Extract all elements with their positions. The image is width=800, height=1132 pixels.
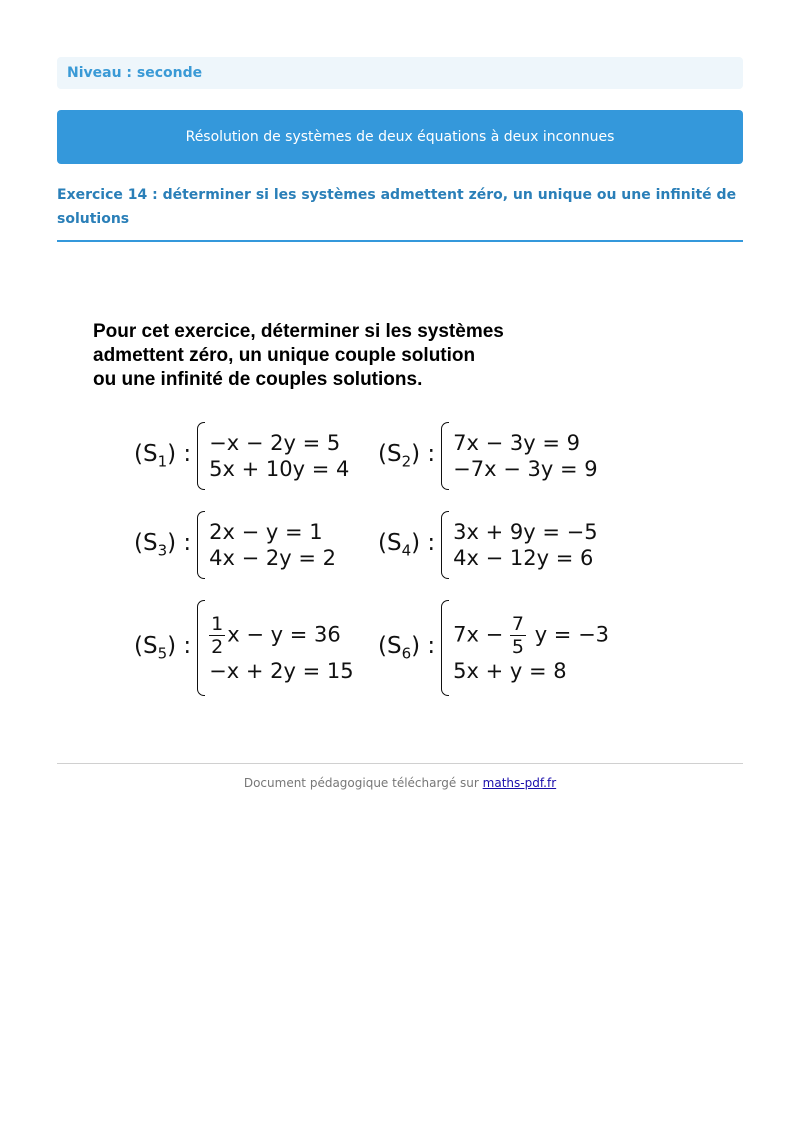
brace [197, 600, 205, 696]
exercise-title: Exercice 14 : déterminer si les systèmes admettent zéro, un unique ou une infinité de solutions [57, 183, 743, 242]
equation-2: −7x − 3y = 9 [453, 457, 598, 481]
equations [453, 430, 597, 482]
equation-2: 4x − 2y = 2 [209, 546, 337, 570]
equation-1: $\frac{1}{2}$ x − y = 36 [211, 612, 341, 658]
footer [57, 776, 743, 790]
brace [197, 422, 205, 490]
system-label: $(S_2)$ : [378, 441, 436, 471]
system-s1 [134, 422, 349, 490]
equations [453, 613, 609, 684]
footer-link[interactable]: maths-pdf.fr [482, 776, 557, 790]
page-title: Résolution de systèmes de deux équations à deux inconnues [185, 129, 615, 145]
system-s4 [378, 511, 598, 579]
equation-2: −x + 2y = 15 [209, 658, 354, 683]
brace [197, 511, 205, 579]
instructions-line-1: Pour cet exercice, déterminer si les systèmes [93, 321, 504, 342]
brace [441, 600, 449, 696]
fraction: $\frac{1}{2}$ [211, 612, 224, 658]
instructions-line-2: admettent zéro, un unique couple solution [93, 345, 476, 366]
brace [441, 422, 449, 490]
level-badge [57, 57, 743, 89]
system-label: $(S_6)$ : [378, 633, 436, 663]
system-s3 [134, 511, 336, 579]
footer-divider [57, 763, 743, 764]
system-label: $(S_3)$ : [134, 530, 192, 560]
fraction: $\frac{7}{5}$ [511, 612, 525, 658]
equation-1: −x − 2y = 5 [209, 431, 341, 455]
equation-2: 5x + 10y = 4 [209, 457, 350, 481]
equations [209, 519, 336, 571]
equation-2: 4x − 12y = 6 [453, 546, 594, 570]
equation-1: 7x − $\frac{7}{5}$ y = −3 [453, 612, 610, 658]
system-s2 [378, 422, 598, 490]
level-text: Niveau : seconde [67, 65, 203, 81]
equation-1: 7x − 3y = 9 [453, 431, 581, 455]
equations [209, 613, 353, 684]
system-label: $(S_5)$ : [134, 633, 192, 663]
system-s6 [378, 600, 609, 696]
system-label: $(S_4)$ : [378, 530, 436, 560]
instructions [93, 320, 613, 392]
instructions-line-3: ou une infinité de couples solutions. [93, 369, 423, 390]
equations [209, 430, 349, 482]
footer-text: Document pédagogique téléchargé sur [243, 776, 479, 790]
brace [441, 511, 449, 579]
system-label: $(S_1)$ : [134, 441, 192, 471]
equation-1: 3x + 9y = −5 [453, 520, 598, 544]
equation-1: 2x − y = 1 [209, 520, 323, 544]
equation-2: 5x + y = 8 [453, 658, 567, 683]
title-banner [57, 110, 743, 164]
equations [453, 519, 597, 571]
system-s5 [134, 600, 354, 696]
